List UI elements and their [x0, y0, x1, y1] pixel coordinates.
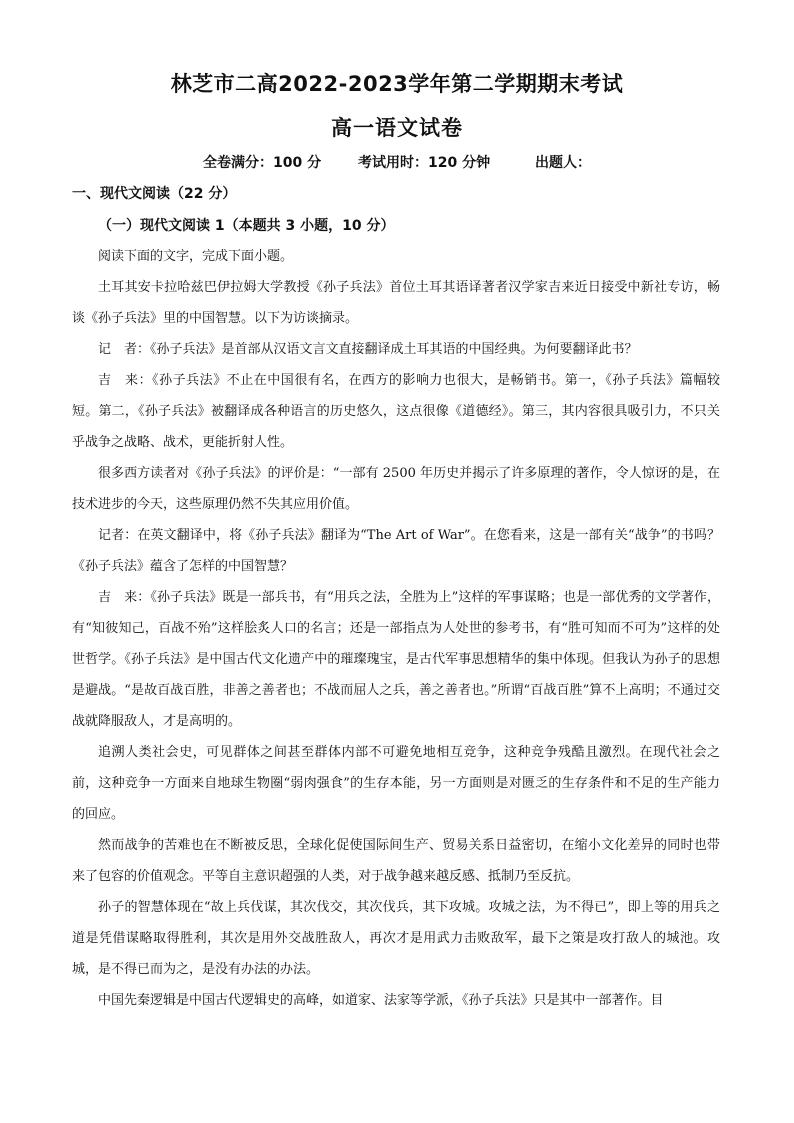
paragraph: 很多西方读者对《孙子兵法》的评价是：“一部有 2500 年历史并揭示了许多原理的著作，令人惊讶的是，在技术进步的今天，这些原理仍然不失其应用价值。: [72, 466, 720, 512]
question-setter: 出题人：: [534, 155, 591, 171]
paragraph: 中国先秦逻辑是中国古代逻辑史的高峰，如道家、法家等学派，《孙子兵法》只是其中一部著作。目: [98, 993, 664, 1008]
exam-time: 考试用时：120 分钟: [358, 155, 491, 171]
paragraph: 然而战争的苦难也在不断被反思，全球化促使国际间生产、贸易关系日益密切，在缩小文化差异的同时也带来了包容的价值观念。平等自主意识超强的人类，对于战争越来越反感、抵制乃至反抗。: [72, 838, 720, 884]
paragraph: 记 者：《孙子兵法》是首部从汉语文言文直接翻译成土耳其语的中国经典。为何要翻译此书？: [98, 342, 638, 357]
exam-meta: [0, 152, 794, 172]
exam-title: 林芝市二高2022-2023学年第二学期期末考试: [170, 72, 624, 96]
full-score: 全卷满分：100 分: [203, 155, 322, 171]
paragraph: 追溯人类社会史，可见群体之间甚至群体内部不可避免地相互竞争，这种竞争残酷且激烈。在现代社会之前，这种竞争一方面来自地球生物圈“弱肉强食”的生存本能，另一方面则是对匮乏的生存条件和不足的生产能力的回应。: [72, 745, 720, 822]
paragraph: 吉 来：《孙子兵法》既是一部兵书，有“用兵之法，全胜为上”这样的军事谋略；也是一部优秀的文学著作，有“知彼知己，百战不殆”这样脍炙人口的名言；还是一部指点为人处世的参考书，有“胜可知而不可为”这样的处世哲学。《孙子兵法》是中国古代文化遗产中的璀璨瑰宝，是古代军事思想精华的集中体现。但我认为孙子的思想是避战。“是故百战百胜，非善之善者也；不战而屈人之兵，善之善者也。”所谓“百战百胜”算不上高明；不通过交战就降服敌人，才是高明的。: [72, 590, 720, 729]
exam-subtitle: 高一语文试卷: [331, 116, 463, 140]
paragraph: 土耳其安卡拉哈兹巴伊拉姆大学教授《孙子兵法》首位土耳其语译著者汉学家吉来近日接受中新社专访，畅谈《孙子兵法》里的中国智慧。以下为访谈摘录。: [72, 280, 720, 326]
subsection-heading: （一）现代文阅读 1（本题共 3 小题，10 分）: [98, 218, 395, 234]
section-heading: 一、现代文阅读（22 分）: [72, 186, 237, 202]
paragraph: 记者：在英文翻译中，将《孙子兵法》翻译为“The Art of War”。在您看来，这是一部有关“战争”的书吗？《孙子兵法》蕴含了怎样的中国智慧？: [72, 528, 720, 574]
paragraph: 吉 来：《孙子兵法》不止在中国很有名，在西方的影响力也很大，是畅销书。第一，《孙子兵法》篇幅较短。第二，《孙子兵法》被翻译成各种语言的历史悠久，这点很像《道德经》。第三，其内容很具吸引力，不只关乎战争之战略、战术，更能折射人性。: [72, 373, 720, 450]
paragraph: 孙子的智慧体现在“故上兵伐谋，其次伐交，其次伐兵，其下攻城。攻城之法，为不得已”，即上等的用兵之道是凭借谋略取得胜利，其次是用外交战胜敌人，再次才是用武力击败敌军，最下之策是攻打敌人的城池。攻城，是不得已而为之，是没有办法的办法。: [72, 900, 720, 977]
reading-passage: [72, 241, 720, 1016]
paragraph: 阅读下面的文字，完成下面小题。: [98, 249, 294, 264]
